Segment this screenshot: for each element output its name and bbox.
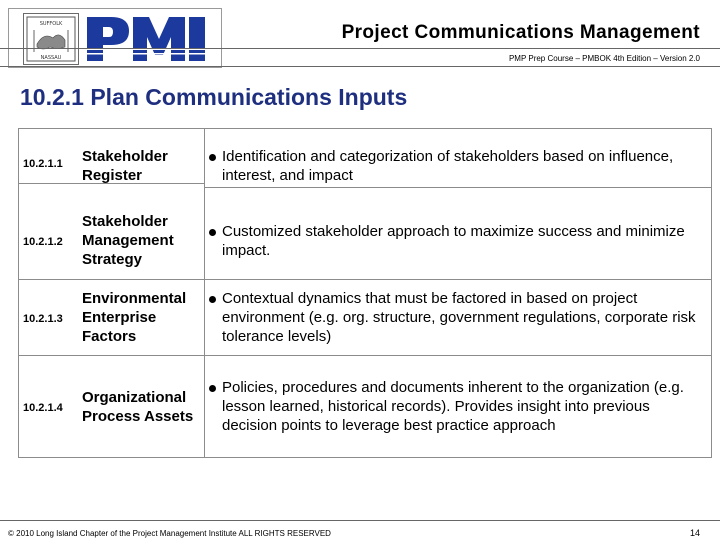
item-description: Customized stakeholder approach to maximize success and minimize impact. [222,223,685,259]
item-name: Environmental Enterprise Factors [82,290,187,345]
footer-rule [0,520,720,521]
item-name: Stakeholder Register [82,148,168,184]
chapter-seal [23,13,79,65]
header-rule-lower [0,66,720,67]
pmi-logo-icon [85,15,217,63]
row-divider [19,355,205,356]
header-title: Project Communications Management [341,22,700,43]
item-description: Contextual dynamics that must be factored in based on project environment (e.g. org. structure, government regulations, corporate risk tolerance levels) [222,290,696,345]
bullet-icon [209,296,216,303]
header-subtitle: PMP Prep Course – PMBOK 4th Edition – Version 2.0 [508,54,700,63]
item-description: Identification and categorization of stakeholders based on influence, interest, and impact [222,148,674,184]
bullet-icon [209,229,216,236]
row-divider [205,279,711,280]
item-name: Stakeholder Management Strategy [82,213,174,268]
row-divider [19,279,205,280]
item-number: 10.2.1.3 [23,313,63,325]
item-number: 10.2.1.2 [23,236,63,248]
slide-title: 10.2.1 Plan Communications Inputs [20,84,408,110]
pmi-logo [85,15,217,68]
item-number: 10.2.1.4 [23,402,63,414]
row-divider [205,187,711,188]
bullet-icon [209,154,216,161]
row-divider [205,355,711,356]
bullet-icon [209,385,216,392]
header-rule [0,48,720,49]
seal-graphic-icon [24,14,78,64]
item-number: 10.2.1.1 [23,158,63,170]
page-number: 14 [689,528,700,538]
svg-text:SUFFOLK: SUFFOLK [39,21,63,27]
item-description: Policies, procedures and documents inherent to the organization (e.g. lesson learned, historical records). Provides insight into previous decision points to leverage best practice approach [222,379,684,434]
svg-text:NASSAU: NASSAU [40,55,62,61]
logo-frame [8,8,222,68]
item-name: Organizational Process Assets [82,389,194,425]
footer-copyright: © 2010 Long Island Chapter of the Project Management Institute ALL RIGHTS RESERVED [8,529,331,538]
inputs-table [18,128,712,458]
